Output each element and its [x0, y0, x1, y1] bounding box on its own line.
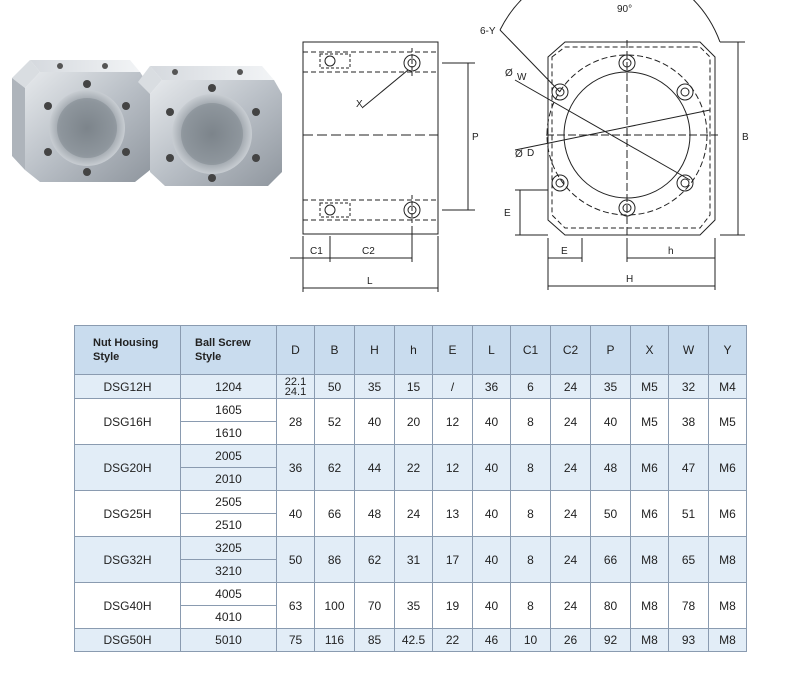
label-angle: 90°	[617, 4, 633, 15]
cell-b: 100	[315, 583, 355, 629]
label-h-large: H	[626, 274, 634, 285]
cell-l: 46	[473, 629, 511, 652]
label-l: L	[367, 276, 373, 287]
cell-h-small: 31	[395, 537, 433, 583]
label-b: B	[742, 132, 749, 143]
header-row	[75, 326, 747, 375]
cell-ball-screw: 1610	[181, 422, 277, 445]
cell-c1: 8	[511, 491, 551, 537]
cell-d: 28	[277, 399, 315, 445]
cell-l: 40	[473, 537, 511, 583]
cell-p: 40	[591, 399, 631, 445]
cell-b: 86	[315, 537, 355, 583]
label-holes: 6-Y	[480, 26, 496, 37]
label-h-small: h	[668, 246, 674, 257]
cell-h-small: 42.5	[395, 629, 433, 652]
cell-w: 38	[669, 399, 709, 445]
header-ball-screw: Ball Screw Style	[181, 326, 277, 375]
cell-x: M5	[631, 399, 669, 445]
cell-e: 17	[433, 537, 473, 583]
cell-p: 35	[591, 375, 631, 399]
label-x: X	[356, 99, 363, 110]
cell-w: 32	[669, 375, 709, 399]
cell-e: 22	[433, 629, 473, 652]
header-e: E	[433, 326, 473, 375]
cell-ball-screw: 3210	[181, 560, 277, 583]
cell-w: 78	[669, 583, 709, 629]
header-y: Y	[709, 326, 747, 375]
cell-y: M8	[709, 583, 747, 629]
cell-c2: 24	[551, 375, 591, 399]
cell-ball-screw: 1605	[181, 399, 277, 422]
cell-l: 40	[473, 491, 511, 537]
table-row	[75, 583, 747, 606]
cell-y: M5	[709, 399, 747, 445]
cell-ball-screw: 2010	[181, 468, 277, 491]
label-e-horizontal: E	[561, 246, 568, 257]
cell-style: DSG16H	[75, 399, 181, 445]
cell-b: 52	[315, 399, 355, 445]
header-p: P	[591, 326, 631, 375]
technical-drawing	[290, 0, 800, 310]
cell-x: M6	[631, 445, 669, 491]
label-p: P	[472, 132, 479, 143]
row-group-dsg50h	[75, 629, 747, 652]
cell-w: 65	[669, 537, 709, 583]
cell-c1: 6	[511, 375, 551, 399]
cell-p: 92	[591, 629, 631, 652]
row-group-dsg40h	[75, 583, 747, 629]
cell-e: /	[433, 375, 473, 399]
cell-b: 66	[315, 491, 355, 537]
cell-y: M6	[709, 491, 747, 537]
cell-p: 50	[591, 491, 631, 537]
cell-h-small: 15	[395, 375, 433, 399]
cell-c2: 24	[551, 583, 591, 629]
cell-x: M6	[631, 491, 669, 537]
cell-e: 13	[433, 491, 473, 537]
cell-w: 51	[669, 491, 709, 537]
cell-c2: 26	[551, 629, 591, 652]
spec-table	[74, 325, 747, 652]
cell-c1: 8	[511, 445, 551, 491]
cell-p: 66	[591, 537, 631, 583]
table-row	[75, 399, 747, 422]
cell-l: 36	[473, 375, 511, 399]
cell-ball-screw: 1204	[181, 375, 277, 399]
cell-l: 40	[473, 399, 511, 445]
table-row	[75, 537, 747, 560]
cell-c2: 24	[551, 491, 591, 537]
cell-ball-screw: 5010	[181, 629, 277, 652]
cell-d: 40	[277, 491, 315, 537]
label-e-vertical: E	[504, 208, 511, 219]
cell-c1: 10	[511, 629, 551, 652]
cell-h-small: 20	[395, 399, 433, 445]
row-group-dsg20h	[75, 445, 747, 491]
cell-x: M5	[631, 375, 669, 399]
cell-y: M6	[709, 445, 747, 491]
cell-ball-screw: 4010	[181, 606, 277, 629]
label-w: W	[517, 72, 527, 83]
front-view	[500, 0, 745, 290]
cell-d: 50	[277, 537, 315, 583]
label-d: D	[527, 148, 535, 159]
cell-ball-screw: 4005	[181, 583, 277, 606]
cell-h-large: 35	[355, 375, 395, 399]
label-c1: C1	[310, 246, 323, 257]
cell-c1: 8	[511, 399, 551, 445]
label-dia-w: Ø	[505, 68, 513, 79]
table-row	[75, 629, 747, 652]
cell-c1: 8	[511, 583, 551, 629]
cell-style: DSG25H	[75, 491, 181, 537]
cell-style: DSG40H	[75, 583, 181, 629]
cell-b: 116	[315, 629, 355, 652]
cell-e: 12	[433, 445, 473, 491]
cell-p: 80	[591, 583, 631, 629]
housing-photo-left	[12, 60, 150, 182]
cell-y: M8	[709, 629, 747, 652]
header-c2: C2	[551, 326, 591, 375]
header-c1: C1	[511, 326, 551, 375]
cell-x: M8	[631, 583, 669, 629]
cell-b: 50	[315, 375, 355, 399]
cell-w: 93	[669, 629, 709, 652]
cell-w: 47	[669, 445, 709, 491]
cell-l: 40	[473, 583, 511, 629]
cell-x: M8	[631, 629, 669, 652]
row-group-dsg25h	[75, 491, 747, 537]
table-row	[75, 375, 747, 399]
header-b: B	[315, 326, 355, 375]
cell-p: 48	[591, 445, 631, 491]
cell-h-large: 85	[355, 629, 395, 652]
cell-l: 40	[473, 445, 511, 491]
header-h-small: h	[395, 326, 433, 375]
cell-d: 63	[277, 583, 315, 629]
cell-h-large: 70	[355, 583, 395, 629]
product-photo	[0, 60, 285, 190]
cell-c2: 24	[551, 537, 591, 583]
table-row	[75, 445, 747, 468]
header-nut-housing: Nut Housing Style	[75, 326, 181, 375]
cell-style: DSG32H	[75, 537, 181, 583]
header-x: X	[631, 326, 669, 375]
cell-c2: 24	[551, 399, 591, 445]
cell-e: 12	[433, 399, 473, 445]
cell-style: DSG20H	[75, 445, 181, 491]
cell-h-large: 48	[355, 491, 395, 537]
cell-h-large: 40	[355, 399, 395, 445]
housing-photo-right	[138, 66, 282, 186]
cell-h-small: 24	[395, 491, 433, 537]
cell-h-small: 35	[395, 583, 433, 629]
header-l: L	[473, 326, 511, 375]
cell-d: 75	[277, 629, 315, 652]
cell-h-large: 62	[355, 537, 395, 583]
row-group-dsg12h	[75, 375, 747, 399]
cell-style: DSG12H	[75, 375, 181, 399]
table-row	[75, 491, 747, 514]
header-w: W	[669, 326, 709, 375]
row-group-dsg32h	[75, 537, 747, 583]
row-group-dsg16h	[75, 399, 747, 445]
cell-c2: 24	[551, 445, 591, 491]
cell-d: 22.1 24.1	[277, 375, 315, 399]
cell-e: 19	[433, 583, 473, 629]
cell-d: 36	[277, 445, 315, 491]
cell-y: M4	[709, 375, 747, 399]
cell-ball-screw: 2505	[181, 491, 277, 514]
label-dia-d: Ø	[515, 149, 523, 160]
label-c2: C2	[362, 246, 375, 257]
cell-b: 62	[315, 445, 355, 491]
header-d: D	[277, 326, 315, 375]
cell-style: DSG50H	[75, 629, 181, 652]
header-h-large: H	[355, 326, 395, 375]
cell-h-small: 22	[395, 445, 433, 491]
cell-ball-screw: 2510	[181, 514, 277, 537]
cell-ball-screw: 2005	[181, 445, 277, 468]
cell-c1: 8	[511, 537, 551, 583]
cell-ball-screw: 3205	[181, 537, 277, 560]
cell-y: M8	[709, 537, 747, 583]
cell-x: M8	[631, 537, 669, 583]
cell-h-large: 44	[355, 445, 395, 491]
